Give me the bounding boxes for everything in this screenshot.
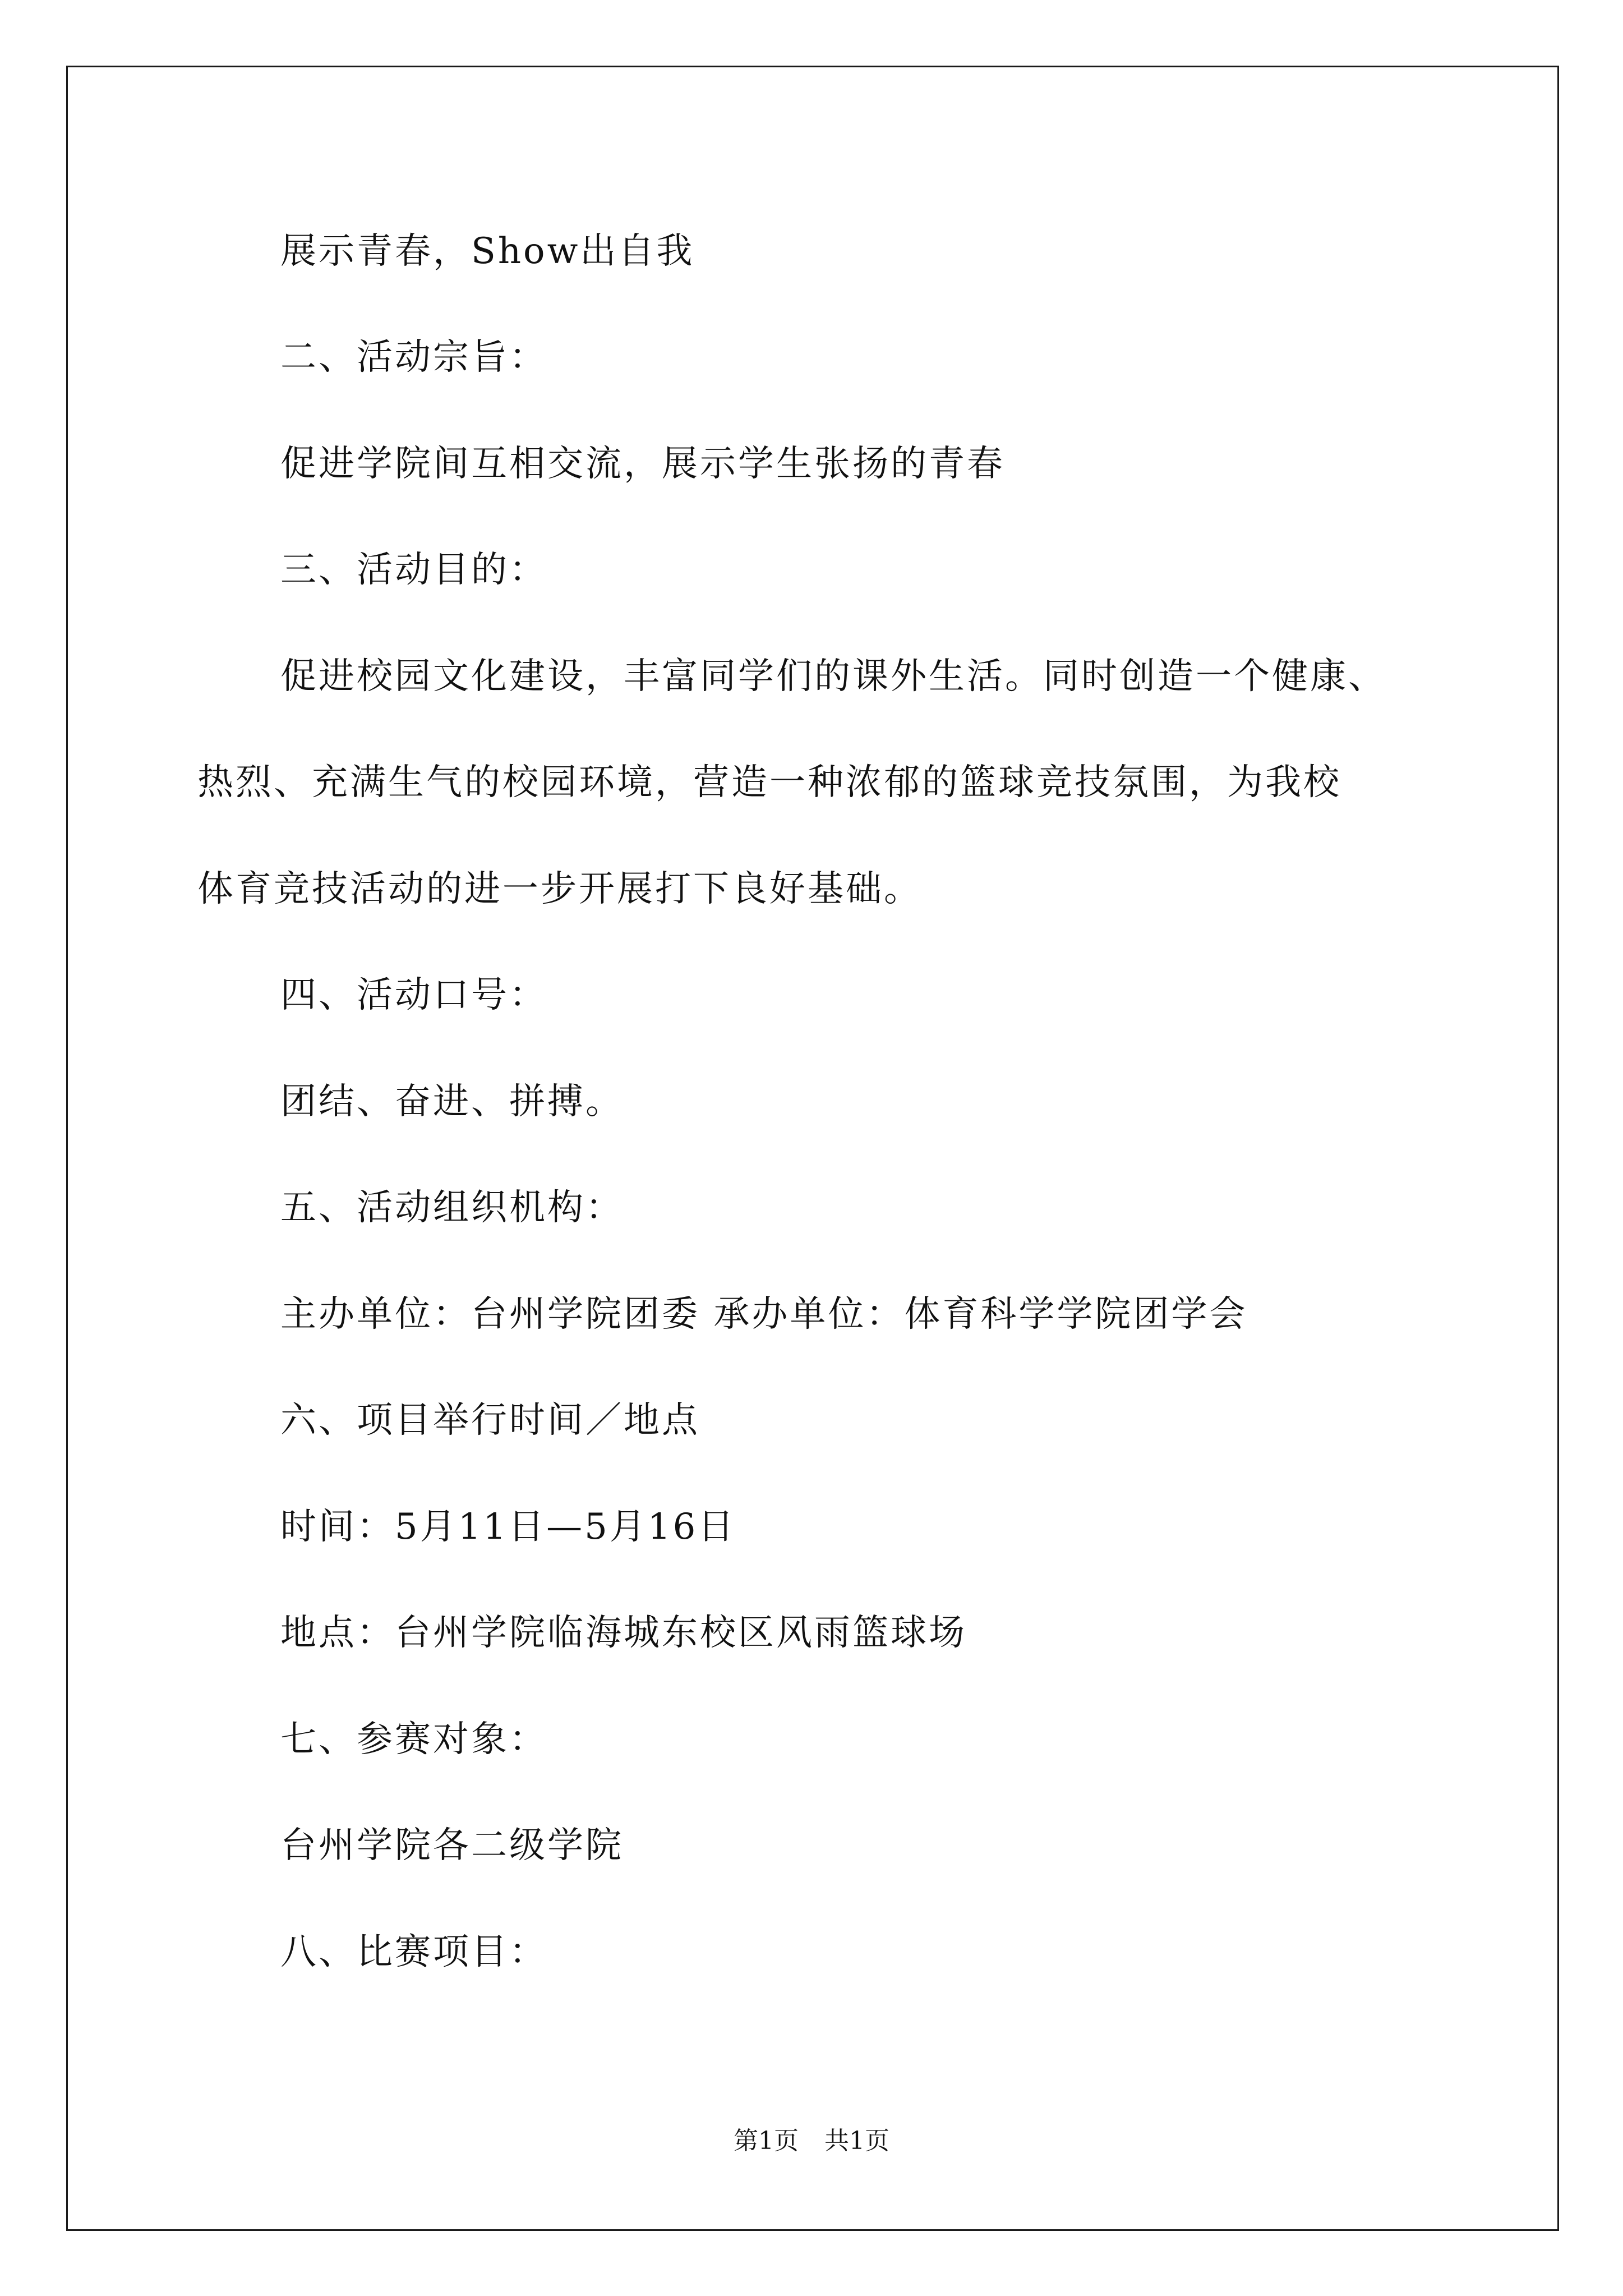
text-line: 团结、奋进、拼搏。: [280, 1081, 624, 1122]
text-line: 台州学院各二级学院: [280, 1825, 624, 1866]
text-line: 主办单位：台州学院团委 承办单位：体育科学学院团学会: [280, 1294, 1248, 1335]
page-frame: [66, 66, 1559, 2231]
text-line: 体育竞技活动的进一步开展打下良好基础。: [197, 868, 922, 910]
section-heading: 二、活动宗旨：: [280, 337, 547, 378]
page-number: 第1页: [734, 2127, 799, 2155]
page-total: 共1页: [824, 2127, 889, 2155]
section-heading: 五、活动组织机构：: [280, 1187, 624, 1228]
page-footer: [0, 2129, 1623, 2154]
section-heading: 八、比赛项目：: [280, 1931, 547, 1973]
section-heading: 三、活动目的：: [280, 549, 547, 591]
text-line: 促进校园文化建设，丰富同学们的课外生活。同时创造一个健康、: [280, 656, 1386, 697]
section-heading: 六、项目举行时间／地点: [280, 1400, 700, 1441]
text-line: 热烈、充满生气的校园环境，营造一种浓郁的篮球竞技氛围，为我校: [197, 762, 1341, 803]
text-line: 地点：台州学院临海城东校区风雨篮球场: [280, 1612, 967, 1654]
text-line: 促进学院间互相交流，展示学生张扬的青春: [280, 443, 1005, 485]
section-heading: 七、参赛对象：: [280, 1719, 547, 1760]
text-line: 展示青春，Show出自我: [280, 231, 695, 272]
section-heading: 四、活动口号：: [280, 974, 547, 1016]
text-line: 时间：5月11日—5月16日: [280, 1506, 736, 1548]
